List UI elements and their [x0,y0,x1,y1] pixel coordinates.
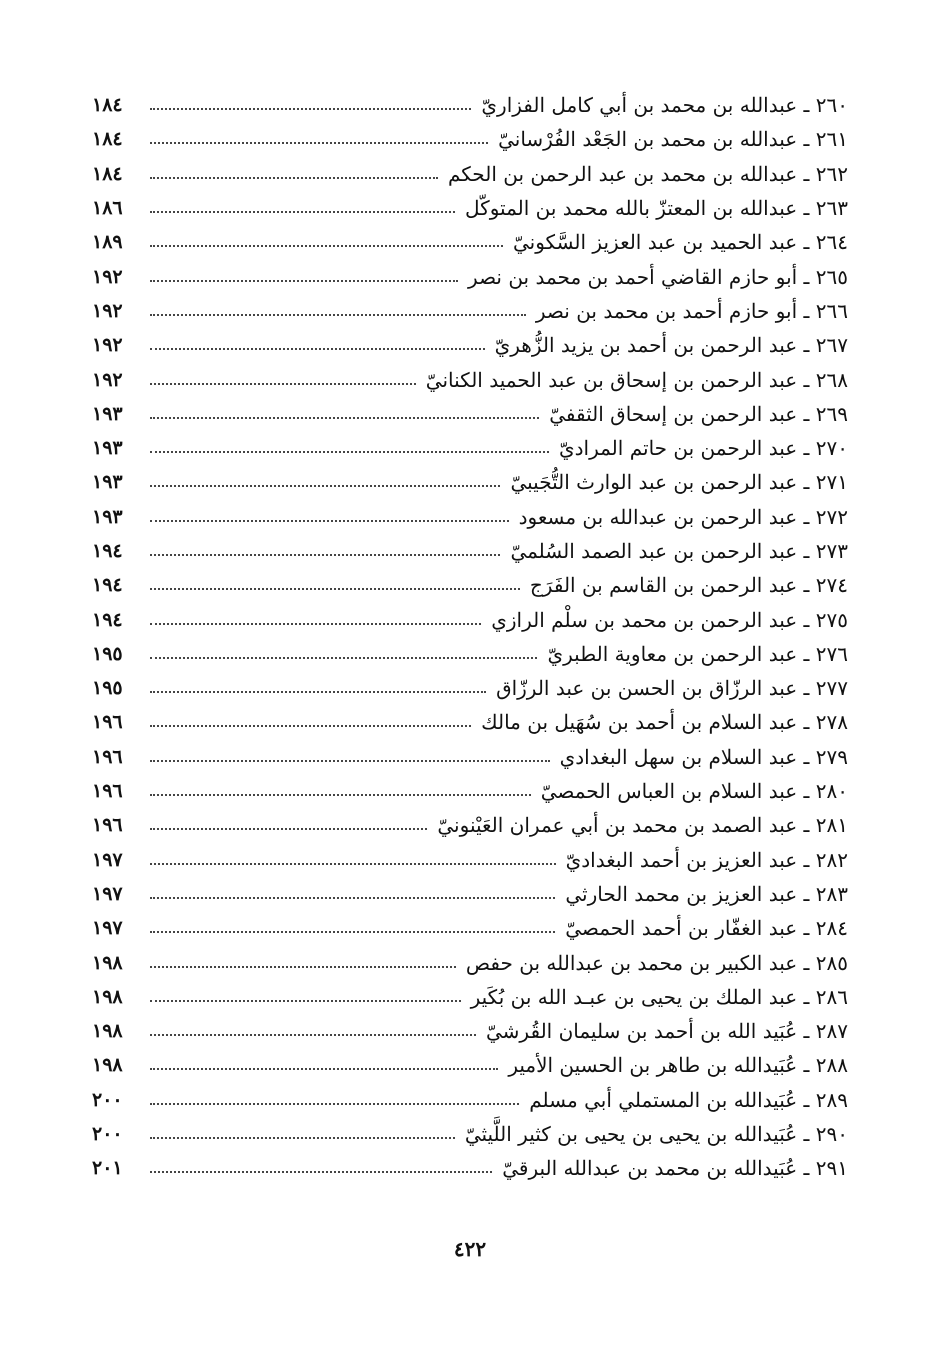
dot-leader [150,931,555,933]
toc-entry [92,259,848,293]
entry-title: ٢٧٧ ـ عبد الرزّاق بن الحسن بن عبد الرزّاق [496,676,848,701]
entry-title: ٢٦١ ـ عبدالله بن محمد بن الجَعْد الفُرْسانيّ [498,127,848,152]
toc-entry [92,328,848,362]
entry-page-number: ١٩٤ [92,574,123,597]
entry-title: ٢٨٣ ـ عبد العزيز بن محمد الحارثي [565,881,848,906]
entry-page-number: ١٨٩ [92,231,123,254]
entry-title: ٢٨٠ ـ عبد السلام بن العباس الحمصيّ [540,779,848,804]
toc-entry [92,911,848,945]
dot-leader [150,485,500,487]
entry-page-number: ١٩٧ [92,882,123,905]
entry-title: ٢٦٣ ـ عبدالله بن المعتزّ بالله محمد بن المتوكّل [465,196,848,221]
entry-page-number: ١٩٣ [92,505,123,528]
entry-page-number: ٢٠١ [92,1157,123,1180]
dot-leader [150,966,456,968]
entry-title: ٢٧٤ ـ عبد الرحمن بن القاسم بن الفَرَج [529,573,848,598]
dot-leader [150,451,549,453]
toc-entry [92,1117,848,1151]
toc-entry [92,431,848,465]
dot-leader [150,1103,519,1105]
dot-leader [150,691,486,693]
entry-title: ٢٧٠ ـ عبد الرحمن بن حاتم المراديّ [558,436,848,461]
dot-leader [150,211,455,213]
dot-leader [150,1000,461,1002]
dot-leader [150,897,555,899]
toc-entry [92,1048,848,1082]
toc-entry [92,945,848,979]
entry-page-number: ١٩٥ [92,677,123,700]
entry-page-number: ١٩٦ [92,745,123,768]
dot-leader [150,657,537,659]
entry-title: ٢٨٦ ـ عبد الملك بن يحيى بن عبـد الله بن بُكَير [470,984,848,1009]
dot-leader [150,245,503,247]
entry-page-number: ١٩٨ [92,985,123,1008]
entry-page-number: ١٩٦ [92,711,123,734]
entry-page-number: ٢٠٠ [92,1088,123,1111]
toc-entry [92,843,848,877]
entry-page-number: ١٨٤ [92,94,123,117]
toc-entry [92,568,848,602]
entry-title: ٢٧٨ ـ عبد السلام بن أحمد بن سُهَيل بن مالك [481,710,848,735]
entry-title: ٢٩١ ـ عُبَيدالله بن محمد بن عبدالله البرقيّ [502,1156,848,1181]
entry-page-number: ١٩٢ [92,334,123,357]
dot-leader [150,863,556,865]
entry-page-number: ١٩٥ [92,642,123,665]
toc-entry [92,808,848,842]
dot-leader [150,1171,492,1173]
toc-entry [92,191,848,225]
entry-page-number: ١٩٧ [92,917,123,940]
dot-leader [150,554,500,556]
dot-leader [150,383,416,385]
toc-entry [92,465,848,499]
dot-leader [150,520,509,522]
dot-leader [150,1034,476,1036]
entry-title: ٢٧٦ ـ عبد الرحمن بن معاوية الطبريّ [547,641,848,666]
entry-page-number: ١٩٤ [92,540,123,562]
toc-entry [92,774,848,808]
entry-page-number: ١٩٣ [92,437,123,460]
entry-page-number: ١٨٦ [92,197,123,220]
entry-page-number: ١٨٤ [92,128,123,151]
toc-entry [92,671,848,705]
entry-page-number: ١٩٦ [92,814,123,837]
dot-leader [150,794,531,796]
entry-title: ٢٧٩ ـ عبد السلام بن سهل البغدادي [559,744,848,769]
entry-title: ٢٧١ ـ عبد الرحمن بن عبد الوارث التُّجَيبيّ [510,470,848,495]
entry-title: ٢٨٥ ـ عبد الكبير بن محمد بن عبدالله بن حفص [465,950,848,975]
entry-title: ٢٨٧ ـ عُبَيد الله بن أحمد بن سليمان القُرشيّ [486,1019,848,1044]
entry-page-number: ١٩٢ [92,368,123,391]
entry-title: ٢٦٠ ـ عبدالله بن محمد بن أبي كامل الفزاريّ [481,93,848,118]
toc-entry [92,1151,848,1185]
toc-entry [92,534,848,568]
entry-title: ٢٩٠ ـ عُبَيدالله بن يحيى بن يحيى بن كثير اللَّيثيّ [464,1122,848,1147]
entry-title: ٢٨٩ ـ عُبَيدالله بن المستملي أبي مسلم [529,1087,848,1112]
dot-leader [150,348,485,350]
toc-entry [92,362,848,396]
dot-leader [150,142,488,144]
toc-entry [92,1014,848,1048]
toc-entry [92,602,848,636]
dot-leader [150,1137,455,1139]
entry-page-number: ١٩٣ [92,471,123,494]
entry-page-number: ١٩٨ [92,1020,123,1043]
entry-page-number: ١٩٢ [92,265,123,288]
toc-entry [92,705,848,739]
entry-page-number: ١٩٨ [92,1054,123,1077]
dot-leader [150,417,539,419]
entry-page-number: ١٨٤ [92,162,123,185]
toc-entry [92,88,848,122]
toc-entry [92,225,848,259]
entry-title: ٢٧٥ ـ عبد الرحمن بن محمد بن سلْم الرازي [491,607,848,632]
entry-page-number: ١٩٦ [92,780,123,803]
toc-entry [92,122,848,156]
entry-title: ٢٨٢ ـ عبد العزيز بن أحمد البغداديّ [565,847,848,872]
entry-page-number: ١٩٨ [92,951,123,974]
dot-leader [150,108,471,110]
entry-title: ٢٦٩ ـ عبد الرحمن بن إسحاق الثقفيّ [549,401,848,426]
entry-title: ٢٦٢ ـ عبدالله بن محمد بن عبد الرحمن بن الحكم [447,161,848,186]
entry-page-number: ١٩٤ [92,608,123,631]
page-number: ٤٢٢ [453,1237,487,1261]
entry-title: ٢٦٤ ـ عبد الحميد بن عبد العزيز السَّكونيّ [512,230,848,255]
dot-leader [150,1068,498,1070]
entry-page-number: ١٩٧ [92,848,123,871]
dot-leader [150,314,526,316]
entry-title: ٢٦٥ ـ أبو حازم القاضي أحمد بن محمد بن نصر [468,264,848,289]
toc-entry [92,294,848,328]
dot-leader [150,280,458,282]
toc-entry [92,1083,848,1117]
entry-title: ٢٧٢ ـ عبد الرحمن بن عبدالله بن مسعود [518,504,848,529]
dot-leader [150,623,481,625]
table-of-contents [92,88,848,1186]
entry-title: ٢٦٦ ـ أبو حازم أحمد بن محمد بن نصر [535,298,848,323]
dot-leader [150,588,520,590]
dot-leader [150,177,438,179]
toc-entry [92,157,848,191]
entry-title: ٢٦٧ ـ عبد الرحمن بن أحمد بن يزيد الزُّهريّ [494,333,848,358]
toc-entry [92,980,848,1014]
entry-title: ٢٦٨ ـ عبد الرحمن بن إسحاق بن عبد الحميد الكنانيّ [425,367,848,392]
dot-leader [150,725,471,727]
toc-entry [92,740,848,774]
toc-entry [92,637,848,671]
entry-title: ٢٨١ ـ عبد الصمد بن محمد بن أبي عمران العَيْنونيّ [437,813,848,838]
entry-page-number: ١٩٢ [92,299,123,322]
toc-entry [92,877,848,911]
entry-page-number: ١٩٣ [92,402,123,425]
toc-entry [92,500,848,534]
entry-title: ٢٧٣ ـ عبد الرحمن بن عبد الصمد السُلميّ [510,539,848,563]
dot-leader [150,760,550,762]
toc-entry [92,397,848,431]
entry-title: ٢٨٨ ـ عُبَيدالله بن طاهر بن الحسين الأمير [508,1053,848,1078]
dot-leader [150,828,427,830]
entry-title: ٢٨٤ ـ عبد الغفّار بن أحمد الحمصيّ [565,916,848,941]
entry-page-number: ٢٠٠ [92,1123,123,1146]
